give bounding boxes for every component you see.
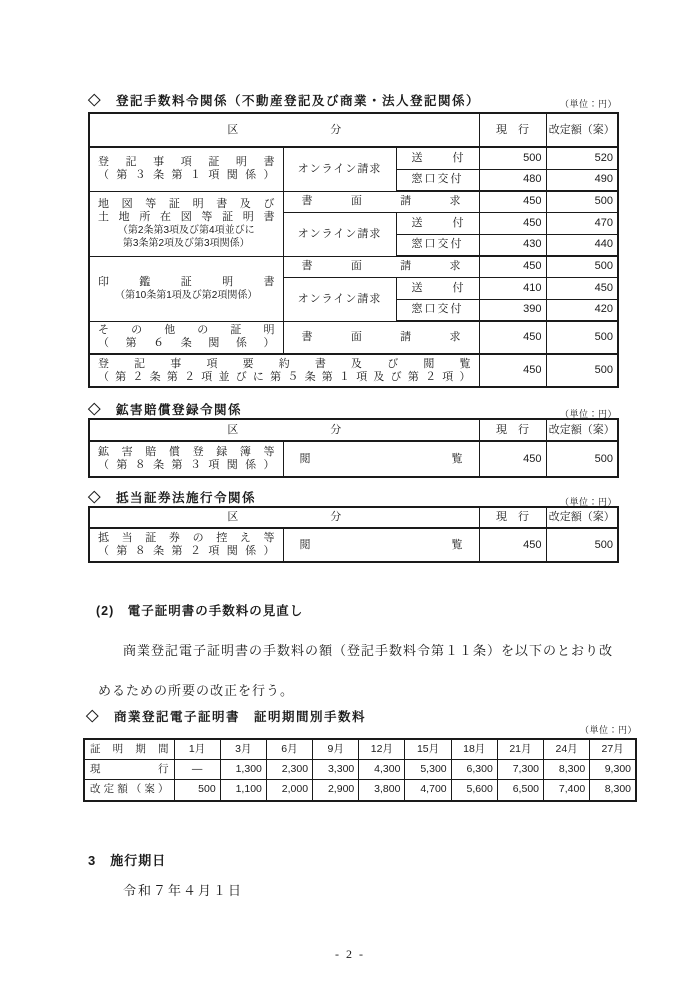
request-method-cell: 書面請求 xyxy=(283,191,479,212)
current-fee-cell: 7,300 xyxy=(497,759,543,779)
item-name-cell xyxy=(89,354,479,387)
current-fee-cell: ― xyxy=(174,759,220,779)
item-name-cell xyxy=(89,321,283,354)
current-fee-cell: 450 xyxy=(479,256,546,277)
item-name-line: （第３条第１項関係） xyxy=(98,169,275,182)
header-bun-label: 分 xyxy=(330,423,342,436)
revised-fee-cell: 500 xyxy=(546,441,618,477)
item-name-line: 土地所在図等証明書 xyxy=(98,210,275,223)
item-name-line: （第2条第3項及び第4項並びに xyxy=(117,224,255,236)
delivery-type-cell: 送付 xyxy=(396,212,479,234)
current-fee-cell: 9,300 xyxy=(590,759,636,779)
heading-certificate-period-fees: ◇ 商業登記電子証明書 証明期間別手数料 xyxy=(86,710,367,724)
header-kubun-cell xyxy=(89,113,479,147)
row-label-current: 現行 xyxy=(84,759,174,779)
revised-fee-cell: 500 xyxy=(546,321,618,354)
current-fee-cell: 1,300 xyxy=(220,759,266,779)
table-row xyxy=(89,528,618,562)
current-fee-cell: 2,300 xyxy=(266,759,312,779)
unit-label: （単位：円） xyxy=(579,725,637,735)
revised-fee-cell: 2,900 xyxy=(313,779,359,801)
table-row xyxy=(84,759,636,779)
revised-fee-cell: 5,600 xyxy=(451,779,497,801)
heading-mining-damage-order: ◇ 鉱害賠償登録令関係 xyxy=(88,403,243,417)
header-current-label: 現 行 xyxy=(479,507,546,528)
effective-date: 令和７年４月１日 xyxy=(123,883,244,898)
delivery-type-cell: 送付 xyxy=(396,277,479,299)
request-method-cell: 閲覧 xyxy=(283,441,479,477)
item-name-line: 登記事項要約書及び閲覧 xyxy=(98,357,471,370)
item-name-line: （第６条関係） xyxy=(98,337,275,350)
month-header-cell: 27月 xyxy=(590,739,636,759)
revised-fee-cell: 4,700 xyxy=(405,779,451,801)
row-label-revised: 改定額（案） xyxy=(84,779,174,801)
table-row xyxy=(84,779,636,801)
revised-fee-cell: 470 xyxy=(546,212,618,234)
item-name-line: 印鑑証明書 xyxy=(98,275,275,288)
table-row xyxy=(89,354,618,387)
table-header-row xyxy=(89,113,618,147)
table-mortgage-securities-fees xyxy=(88,506,619,563)
month-header-cell: 21月 xyxy=(497,739,543,759)
heading-effective-date: 3 施行期日 xyxy=(88,853,167,868)
current-fee-cell: 3,300 xyxy=(313,759,359,779)
header-ku-label: 区 xyxy=(227,123,239,136)
current-fee-cell: 5,300 xyxy=(405,759,451,779)
body-text-line: めるための所要の改正を行う。 xyxy=(98,683,295,698)
item-name-cell xyxy=(89,528,283,562)
current-fee-cell: 390 xyxy=(479,299,546,321)
revised-fee-cell: 2,000 xyxy=(266,779,312,801)
heading-registration-fee-order: ◇ 登記手数料令関係（不動産登記及び商業・法人登記関係） xyxy=(88,94,481,108)
revised-fee-cell: 500 xyxy=(546,354,618,387)
page-number: - 2 - xyxy=(335,947,365,961)
current-fee-cell: 450 xyxy=(479,441,546,477)
heading-mortgage-securities-order: ◇ 抵当証券法施行令関係 xyxy=(88,491,257,505)
revised-fee-cell: 420 xyxy=(546,299,618,321)
item-name-line: 第3条第2項及び第3項関係） xyxy=(122,237,250,249)
current-fee-cell: 450 xyxy=(479,212,546,234)
month-header-cell: 9月 xyxy=(313,739,359,759)
item-name-line: （第８条第２項関係） xyxy=(98,545,275,557)
request-method-cell: オンライン請求 xyxy=(283,212,396,256)
body-text-line: 商業登記電子証明書の手数料の額（登記手数料令第１１条）を以下のとおり改 xyxy=(123,643,614,658)
period-header-cell: 証明期間 xyxy=(84,739,174,759)
item-name-line: （第10条第1項及び第2項関係） xyxy=(115,289,258,301)
current-fee-cell: 8,300 xyxy=(544,759,590,779)
current-fee-cell: 6,300 xyxy=(451,759,497,779)
item-name-line: （第２条第２項並びに第５条第１項及び第２項） xyxy=(98,370,471,383)
unit-label: （単位：円） xyxy=(559,99,617,109)
month-header-cell: 24月 xyxy=(544,739,590,759)
header-bun-label: 分 xyxy=(330,511,342,523)
unit-label: （単位：円） xyxy=(559,497,617,507)
revised-fee-cell: 520 xyxy=(546,147,618,169)
header-bun-label: 分 xyxy=(330,123,342,136)
table-row xyxy=(89,191,618,212)
current-fee-cell: 450 xyxy=(479,354,546,387)
item-name-line: 鉱害賠償登録簿等 xyxy=(98,446,275,458)
header-kubun-cell xyxy=(89,507,479,528)
item-name-line: （第８条第３項関係） xyxy=(98,459,275,471)
header-ku-label: 区 xyxy=(227,423,239,436)
revised-fee-cell: 1,100 xyxy=(220,779,266,801)
current-fee-cell: 450 xyxy=(479,321,546,354)
current-fee-cell: 450 xyxy=(479,191,546,212)
month-header-cell: 15月 xyxy=(405,739,451,759)
item-name-line: 登記事項証明書 xyxy=(98,156,275,169)
request-method-cell: オンライン請求 xyxy=(283,277,396,321)
current-fee-cell: 410 xyxy=(479,277,546,299)
header-kubun-cell xyxy=(89,419,479,441)
heading-digital-certificate-revision: (2) 電子証明書の手数料の見直し xyxy=(96,604,304,618)
current-fee-cell: 450 xyxy=(479,528,546,562)
delivery-type-cell: 窓口交付 xyxy=(396,234,479,256)
item-name-line: 地図等証明書及び xyxy=(98,197,275,210)
unit-label: （単位：円） xyxy=(559,409,617,419)
request-method-cell: 閲覧 xyxy=(283,528,479,562)
current-fee-cell: 430 xyxy=(479,234,546,256)
table-row xyxy=(89,321,618,354)
table-row xyxy=(89,441,618,477)
header-revised-label: 改定額（案） xyxy=(546,419,618,441)
table-row xyxy=(89,147,618,169)
header-ku-label: 区 xyxy=(227,511,239,523)
header-revised-label: 改定額（案） xyxy=(546,507,618,528)
table-certificate-period-fees xyxy=(83,738,637,802)
item-name-line: その他の証明 xyxy=(98,324,275,337)
revised-fee-cell: 500 xyxy=(174,779,220,801)
month-header-cell: 12月 xyxy=(359,739,405,759)
revised-fee-cell: 8,300 xyxy=(590,779,636,801)
current-fee-cell: 500 xyxy=(479,147,546,169)
revised-fee-cell: 500 xyxy=(546,191,618,212)
table-registration-fees xyxy=(88,112,619,388)
month-header-cell: 6月 xyxy=(266,739,312,759)
revised-fee-cell: 490 xyxy=(546,169,618,191)
request-method-cell: 書面請求 xyxy=(283,321,479,354)
table-mining-damage-fees xyxy=(88,418,619,478)
item-name-line: 抵当証券の控え等 xyxy=(98,532,275,544)
delivery-type-cell: 窓口交付 xyxy=(396,299,479,321)
revised-fee-cell: 7,400 xyxy=(544,779,590,801)
month-header-cell: 3月 xyxy=(220,739,266,759)
current-fee-cell: 4,300 xyxy=(359,759,405,779)
item-name-cell xyxy=(89,147,283,191)
revised-fee-cell: 500 xyxy=(546,528,618,562)
revised-fee-cell: 500 xyxy=(546,256,618,277)
request-method-cell: 書面請求 xyxy=(283,256,479,277)
header-current-label: 現 行 xyxy=(479,113,546,147)
table-row xyxy=(89,256,618,277)
delivery-type-cell: 窓口交付 xyxy=(396,169,479,191)
item-name-cell xyxy=(89,191,283,256)
delivery-type-cell: 送付 xyxy=(396,147,479,169)
table-header-row xyxy=(89,507,618,528)
request-method-cell: オンライン請求 xyxy=(283,147,396,191)
revised-fee-cell: 450 xyxy=(546,277,618,299)
month-header-cell: 1月 xyxy=(174,739,220,759)
table-header-row xyxy=(84,739,636,759)
item-name-cell xyxy=(89,256,283,321)
month-header-cell: 18月 xyxy=(451,739,497,759)
revised-fee-cell: 440 xyxy=(546,234,618,256)
header-revised-label: 改定額（案） xyxy=(546,113,618,147)
revised-fee-cell: 3,800 xyxy=(359,779,405,801)
revised-fee-cell: 6,500 xyxy=(497,779,543,801)
item-name-cell xyxy=(89,441,283,477)
header-current-label: 現 行 xyxy=(479,419,546,441)
table-header-row xyxy=(89,419,618,441)
current-fee-cell: 480 xyxy=(479,169,546,191)
